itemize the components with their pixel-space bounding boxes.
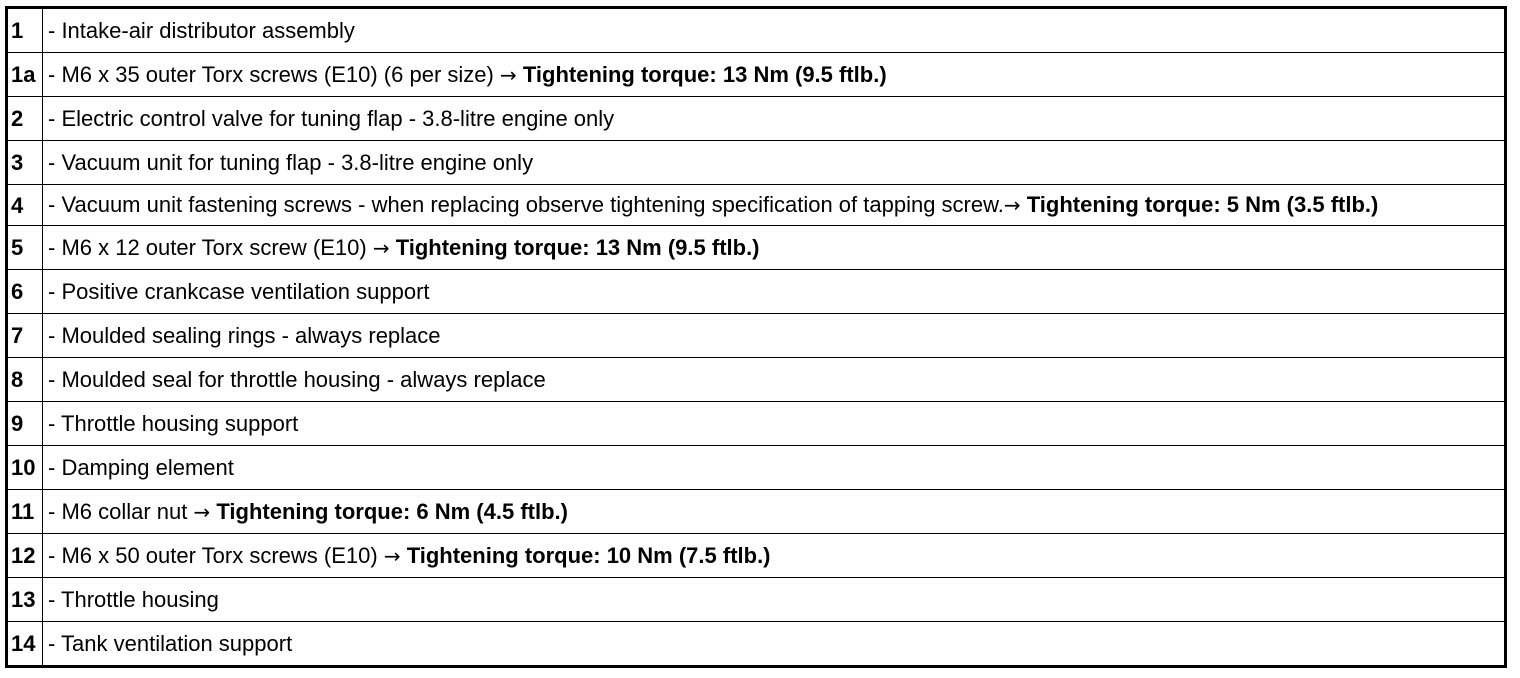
item-number: 3	[7, 141, 43, 185]
parts-legend-table	[5, 6, 1507, 668]
tightening-torque: Tightening torque: 6 Nm (4.5 ftlb.)	[210, 498, 568, 524]
table-row	[7, 402, 1506, 446]
item-number: 14	[7, 622, 43, 667]
tightening-torque: Tightening torque: 13 Nm (9.5 ftlb.)	[516, 61, 887, 87]
description-text: - Damping element	[48, 454, 234, 480]
table-row	[7, 314, 1506, 358]
arrow-icon: →	[1003, 193, 1021, 217]
description-text: - Moulded seal for throttle housing - always replace	[48, 366, 546, 392]
description-text: - M6 x 35 outer Torx screws (E10) (6 per size)	[48, 61, 500, 87]
description-text: - M6 collar nut	[48, 498, 194, 524]
tightening-torque: Tightening torque: 10 Nm (7.5 ftlb.)	[400, 542, 771, 568]
item-number: 2	[7, 97, 43, 141]
description-text: - Positive crankcase ventilation support	[48, 278, 430, 304]
item-description	[43, 314, 1506, 358]
description-text: - Intake-air distributor assembly	[48, 17, 355, 43]
item-number: 5	[7, 226, 43, 270]
arrow-icon: →	[383, 543, 401, 568]
tightening-torque: Tightening torque: 13 Nm (9.5 ftlb.)	[389, 234, 760, 260]
tightening-torque: Tightening torque: 5 Nm (3.5 ftlb.)	[1020, 192, 1379, 217]
item-description	[43, 8, 1506, 53]
item-number: 8	[7, 358, 43, 402]
description-text: - Moulded sealing rings - always replace	[48, 322, 441, 348]
item-description	[43, 402, 1506, 446]
arrow-icon: →	[499, 62, 517, 87]
arrow-icon: →	[193, 499, 211, 524]
item-number: 1	[7, 8, 43, 53]
item-number: 1a	[7, 53, 43, 97]
item-number: 4	[7, 185, 43, 226]
table-row	[7, 270, 1506, 314]
item-description	[43, 97, 1506, 141]
table-row	[7, 534, 1506, 578]
description-text: - M6 x 12 outer Torx screw (E10)	[48, 234, 373, 260]
arrow-icon: →	[372, 235, 390, 260]
table-row	[7, 185, 1506, 226]
item-description	[43, 53, 1506, 97]
table-row	[7, 141, 1506, 185]
table-row	[7, 490, 1506, 534]
description-text: - Throttle housing support	[48, 410, 299, 436]
item-description	[43, 270, 1506, 314]
table-row	[7, 358, 1506, 402]
description-text: - Vacuum unit fastening screws - when replacing observe tightening specification of tapping screw.	[48, 192, 1004, 217]
description-text: - Tank ventilation support	[48, 630, 293, 656]
item-number: 10	[7, 446, 43, 490]
description-text: - Electric control valve for tuning flap - 3.8-litre engine only	[48, 105, 615, 131]
item-description	[43, 185, 1506, 226]
description-text: - M6 x 50 outer Torx screws (E10)	[48, 542, 384, 568]
item-description	[43, 490, 1506, 534]
item-number: 7	[7, 314, 43, 358]
table-row	[7, 446, 1506, 490]
item-description	[43, 226, 1506, 270]
table-row	[7, 578, 1506, 622]
item-description	[43, 578, 1506, 622]
item-number: 11	[7, 490, 43, 534]
item-description	[43, 358, 1506, 402]
parts-legend-body	[7, 8, 1506, 667]
item-number: 12	[7, 534, 43, 578]
table-row	[7, 622, 1506, 667]
item-number: 13	[7, 578, 43, 622]
description-text: - Vacuum unit for tuning flap - 3.8-litre engine only	[48, 149, 534, 175]
item-description	[43, 534, 1506, 578]
item-description	[43, 446, 1506, 490]
table-row	[7, 8, 1506, 53]
table-row	[7, 53, 1506, 97]
item-number: 9	[7, 402, 43, 446]
table-row	[7, 226, 1506, 270]
item-number: 6	[7, 270, 43, 314]
item-description	[43, 622, 1506, 667]
item-description	[43, 141, 1506, 185]
description-text: - Throttle housing	[48, 586, 219, 612]
table-row	[7, 97, 1506, 141]
